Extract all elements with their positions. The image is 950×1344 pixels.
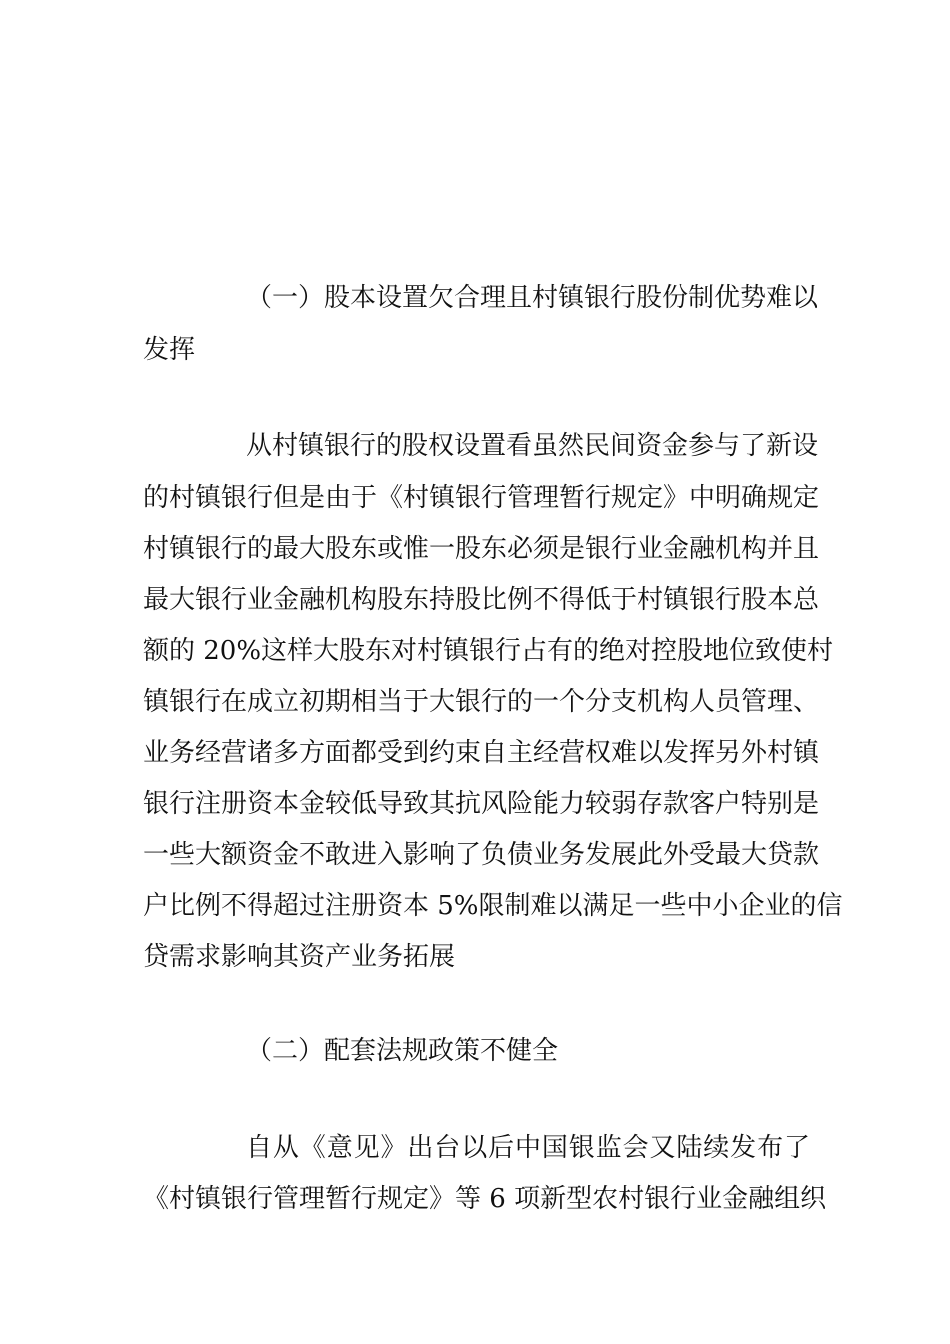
section-heading-1: （一）股本设置欠合理且村镇银行股份制优势难以	[246, 283, 819, 313]
paragraph-line: 最大银行业金融机构股东持股比例不得低于村镇银行股本总	[143, 585, 820, 615]
section-heading-1-continued: 发挥	[143, 335, 196, 365]
paragraph-line: 贷需求影响其资产业务拓展	[143, 942, 456, 972]
section-heading-2: （二）配套法规政策不健全	[246, 1036, 559, 1066]
paragraph-line: 额的 20%这样大股东对村镇银行占有的绝对控股地位致使村	[143, 636, 834, 666]
paragraph-line: 村镇银行的最大股东或惟一股东必须是银行业金融机构并且	[143, 534, 820, 564]
paragraph-line: 业务经营诸多方面都受到约束自主经营权难以发挥另外村镇	[143, 738, 820, 768]
paragraph-line: 的村镇银行但是由于《村镇银行管理暂行规定》中明确规定	[143, 483, 820, 513]
paragraph-line: 《村镇银行管理暂行规定》等 6 项新型农村银行业金融组织	[143, 1184, 827, 1214]
paragraph-line: 自从《意见》出台以后中国银监会又陆续发布了	[246, 1133, 810, 1163]
paragraph-line: 银行注册资本金较低导致其抗风险能力较弱存款客户特别是	[143, 789, 820, 819]
paragraph-line: 从村镇银行的股权设置看虽然民间资金参与了新设	[246, 431, 819, 461]
paragraph-line: 镇银行在成立初期相当于大银行的一个分支机构人员管理、	[143, 687, 820, 717]
paragraph-line: 户比例不得超过注册资本 5%限制难以满足一些中小企业的信	[143, 891, 843, 921]
paragraph-line: 一些大额资金不敢进入影响了负债业务发展此外受最大贷款	[143, 840, 820, 870]
